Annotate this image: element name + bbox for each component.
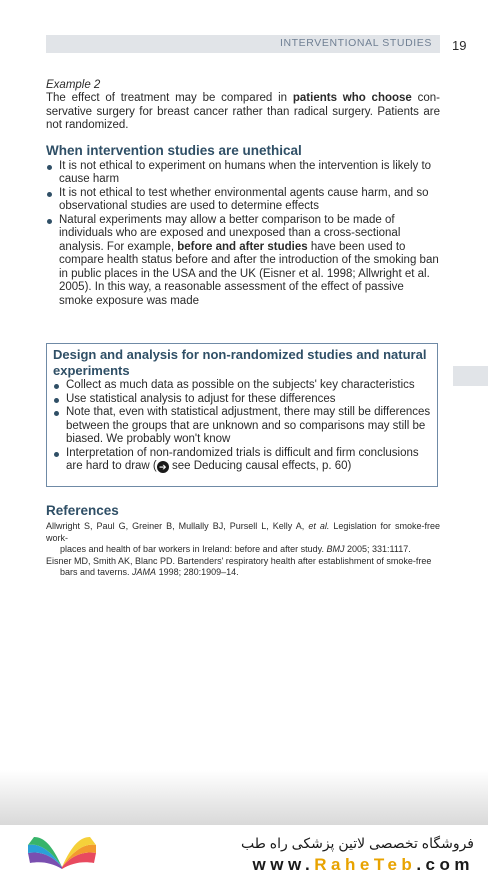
box-heading: Design and analysis for non-randomized studies and natural experiments	[53, 347, 427, 378]
list-item: It is not ethical to experiment on humans when the intervention is likely to cause harm	[46, 160, 440, 187]
list-item: Collect as much data as possible on the subjects' key characteristics	[53, 379, 432, 393]
design-analysis-box	[46, 343, 438, 487]
bullet-dot-icon	[54, 411, 59, 416]
running-header-bar	[46, 35, 440, 53]
box-bullet-list	[53, 379, 432, 474]
bullet-dot-icon	[47, 192, 52, 197]
list-item: Note that, even with statistical adjustment, there may still be differences between the groups that are unknown and so comparisons may still be biased. We probably won't know	[53, 406, 432, 447]
main-content	[46, 78, 440, 308]
example-bold-phrase: patients who choose	[292, 92, 412, 104]
example-label: Example 2	[46, 79, 101, 91]
list-item: Use statistical analysis to adjust for these differences	[53, 393, 432, 407]
references-heading: References	[46, 503, 119, 518]
scan-shadow	[0, 770, 488, 825]
list-item: Interpretation of non-randomized trials is difficult and firm conclusions are hard to draw ( ➔ see Deducing causal effects, p. 60)	[53, 447, 432, 474]
shop-name: فروشگاه تخصصی لاتین پزشکی راه طب	[241, 835, 474, 851]
unethical-section-heading: When intervention studies are unethical	[46, 142, 302, 158]
unethical-bullet-list	[46, 160, 440, 309]
bullet-dot-icon	[47, 219, 52, 224]
open-book-logo-icon	[22, 833, 102, 873]
bullet-dot-icon	[47, 165, 52, 170]
reference-item: Allwright S, Paul G, Greiner B, Mullally BJ, Pursell L, Kelly A, et al. Legislation for smoke-free work- places and health of bar workers in Ireland: before and after study. BMJ 2005; 331:1117.	[46, 521, 441, 554]
running-header-title: INTERVENTIONAL STUDIES	[279, 37, 432, 49]
shop-url: www.RaheTeb.com	[252, 855, 474, 874]
circled-right-arrow-icon: ➔	[157, 461, 169, 473]
thumb-index-tab	[453, 366, 488, 386]
reference-item: Eisner MD, Smith AK, Blanc PD. Bartenders' respiratory health after establishment of smoke-free bars and taverns. JAMA 1998; 280:1909–14.	[46, 555, 432, 577]
references-section	[46, 503, 440, 579]
watermark-footer	[0, 825, 488, 878]
page-number: 19	[452, 38, 467, 53]
bold-phrase: before and after studies	[177, 240, 308, 253]
list-item: Natural experiments may allow a better comparison to be made of individuals who are exposed and unexposed than a cross-sectional analysis. For example, before and after studies have been used to compare health status before and after the introduction of the smoking ban in public places in the USA and the UK (Eisner et al. 1998; Allwright et al. 2005). In this way, a reasonable assessment of the effect of passive smoke exposure was made	[46, 214, 440, 309]
bullet-dot-icon	[54, 452, 59, 457]
bullet-dot-icon	[54, 398, 59, 403]
example-paragraph: The effect of treatment may be compared in patients who choose con-servative surgery for breast cancer rather than radical surgery. Patients are not randomized.	[46, 92, 440, 131]
bullet-dot-icon	[54, 384, 59, 389]
list-item: It is not ethical to test whether environmental agents cause harm, and so observational studies are used to determine effects	[46, 187, 440, 214]
